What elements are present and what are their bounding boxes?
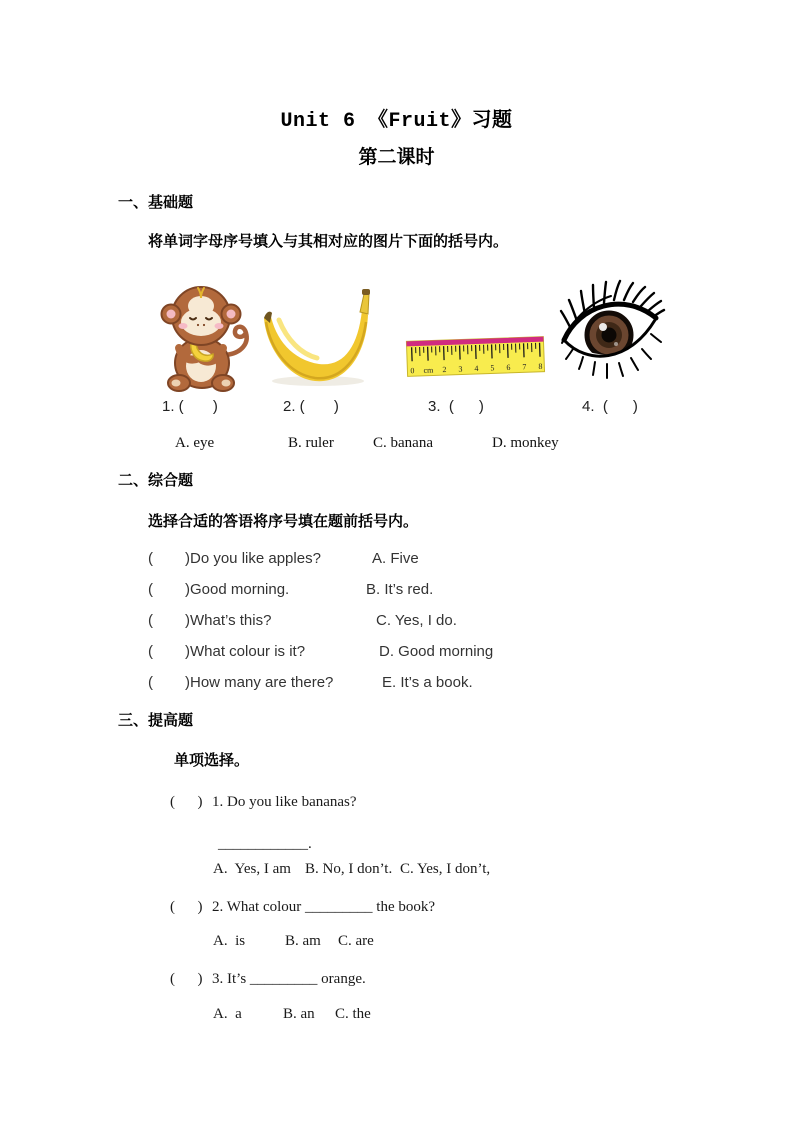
ruler-mark: 0 bbox=[410, 366, 415, 376]
word-option-b: B. ruler bbox=[288, 435, 334, 451]
word-option-c: C. banana bbox=[373, 435, 433, 451]
ruler-mark: cm bbox=[423, 365, 434, 375]
section-advanced-instruction: 单项选择。 bbox=[174, 752, 250, 769]
ruler-mark: 7 bbox=[522, 362, 527, 372]
ruler-image bbox=[404, 326, 548, 388]
match-row bbox=[148, 674, 708, 694]
mc-question: 2. What colour _________ the book? bbox=[212, 899, 436, 915]
ruler-mark: 4 bbox=[474, 363, 479, 374]
word-option-a: A. eye bbox=[175, 435, 215, 451]
match-row bbox=[148, 612, 708, 632]
picture-answer-slot-1: 1. ( ) bbox=[162, 398, 218, 415]
match-row bbox=[148, 581, 708, 601]
picture-answer-slot-4: 4. ( ) bbox=[582, 398, 638, 415]
mc-paren: ( ) bbox=[170, 899, 203, 915]
match-answer: A. Five bbox=[372, 550, 419, 567]
match-row bbox=[148, 643, 708, 663]
match-answer: D. Good morning bbox=[379, 643, 494, 660]
match-answer: C. Yes, I do. bbox=[376, 612, 457, 629]
banana-image bbox=[257, 282, 381, 390]
lesson-subtitle: 第二课时 bbox=[358, 147, 435, 168]
mc-option: A. Yes, I am bbox=[213, 861, 291, 877]
mc-paren: ( ) bbox=[170, 971, 203, 987]
ruler-mark: 5 bbox=[490, 363, 495, 373]
match-question: )Do you like apples? bbox=[185, 550, 321, 567]
ruler-mark: 6 bbox=[506, 362, 511, 372]
page-title: Unit 6 《Fruit》习题 bbox=[280, 110, 513, 133]
mc-option: C. are bbox=[338, 933, 374, 949]
mc-option: B. am bbox=[285, 933, 321, 949]
answer-blank-line: ____________. bbox=[218, 836, 312, 852]
mc-option: A. is bbox=[213, 933, 246, 949]
match-question: )How many are there? bbox=[185, 674, 334, 691]
mc-option: C. Yes, I don’t, bbox=[400, 861, 491, 877]
match-question: )What’s this? bbox=[185, 612, 272, 629]
match-paren: ( bbox=[148, 643, 153, 660]
match-question: )What colour is it? bbox=[185, 643, 306, 660]
section-comprehensive-heading: 二、综合题 bbox=[118, 472, 194, 489]
match-question: )Good morning. bbox=[185, 581, 290, 598]
picture-answer-slot-2: 2. ( ) bbox=[283, 398, 339, 415]
match-paren: ( bbox=[148, 674, 153, 691]
mc-option: C. the bbox=[335, 1006, 371, 1022]
mc-question: 3. It’s _________ orange. bbox=[212, 971, 366, 987]
mc-option: B. an bbox=[283, 1006, 315, 1022]
section-comprehensive-instruction: 选择合适的答语将序号填在题前括号内。 bbox=[148, 513, 419, 530]
match-answer: B. It’s red. bbox=[366, 581, 434, 598]
match-paren: ( bbox=[148, 581, 153, 598]
section-basic-instruction: 将单词字母序号填入与其相对应的图片下面的括号内。 bbox=[148, 233, 509, 250]
mc-option: A. a bbox=[213, 1006, 242, 1022]
monkey-image bbox=[152, 275, 258, 395]
match-paren: ( bbox=[148, 612, 153, 629]
mc-option: B. No, I don’t. bbox=[305, 861, 393, 877]
match-paren: ( bbox=[148, 550, 153, 567]
ruler-mark: 2 bbox=[442, 365, 447, 375]
section-advanced-heading: 三、提高题 bbox=[118, 712, 194, 729]
word-option-d: D. monkey bbox=[492, 435, 559, 451]
ruler-mark: 3 bbox=[458, 364, 463, 374]
mc-question: 1. Do you like bananas? bbox=[212, 794, 357, 810]
picture-answer-slot-3: 3. ( ) bbox=[428, 398, 484, 415]
match-answer: E. It’s a book. bbox=[382, 674, 473, 691]
mc-paren: ( ) bbox=[170, 794, 203, 810]
eye-image bbox=[559, 279, 667, 387]
match-row bbox=[148, 550, 708, 570]
section-basic-heading: 一、基础题 bbox=[118, 194, 194, 211]
ruler-mark: 8 bbox=[538, 361, 543, 371]
